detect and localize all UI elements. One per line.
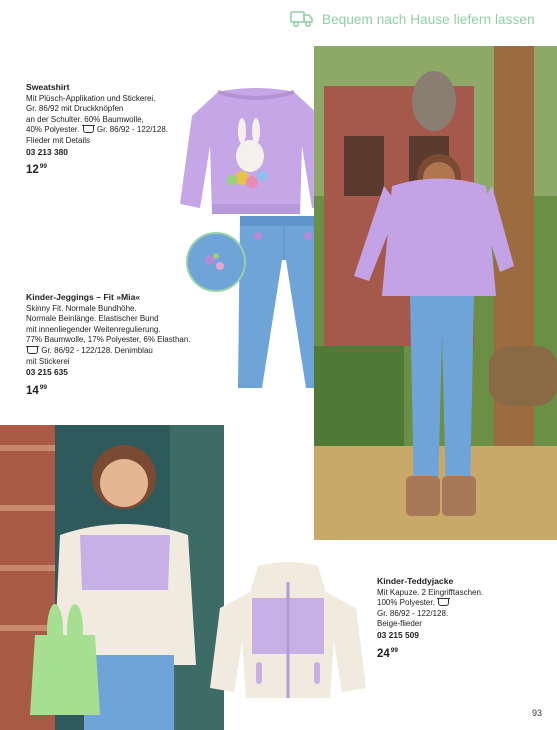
product-desc-line: Mit Kapuze. 2 Eingrifftaschen. [377, 587, 484, 597]
price [377, 646, 547, 660]
product-desc-line: Gr. 86/92 mit Druckknöpfen [26, 104, 124, 114]
truck-icon [290, 10, 314, 28]
price-main: 24 [377, 647, 390, 660]
sweatshirt-image [178, 86, 334, 218]
care-text: 40% Polyester. [26, 125, 80, 135]
wash-icon [83, 126, 94, 133]
product-desc-line: mit innenliegender Weitenregulierung. [26, 324, 161, 334]
price-cents: 99 [390, 646, 399, 654]
product-care-line [26, 125, 186, 136]
product-color: mit Stickerei [26, 356, 70, 366]
product-desc-line: 77% Baumwolle, 17% Polyester, 6% Elasthan. [26, 335, 191, 345]
delivery-text: Bequem nach Hause liefern lassen [322, 11, 535, 27]
size-text: Gr. 86/92 - 122/128. [96, 125, 169, 135]
model-photo-sweatshirt [314, 46, 557, 540]
product-care-line [26, 346, 206, 357]
product-desc-line: Skinny Fit. Normale Bundhöhe. [26, 303, 137, 313]
product-color: Beige-flieder [377, 619, 422, 629]
product-desc-line: Mit Plüsch-Applikation und Stickerei. [26, 93, 156, 103]
jeggings-detail-image [186, 232, 246, 292]
product-desc-line: an der Schulter. 60% Baumwolle, [26, 114, 144, 124]
care-text: 100% Polyester. [377, 598, 435, 608]
product-jeggings [26, 292, 206, 396]
price-cents: 99 [39, 163, 48, 171]
price-cents: 99 [39, 383, 48, 391]
product-size: Gr. 86/92 - 122/128. [377, 608, 449, 618]
product-desc-line: Normale Beinlänge. Elastischer Bund [26, 314, 159, 324]
product-color: Flieder mit Details [26, 135, 91, 145]
wash-icon [438, 599, 449, 606]
article-number: 03 213 380 [26, 146, 68, 157]
article-number: 03 215 509 [377, 629, 419, 640]
price [26, 162, 186, 176]
product-sweatshirt [26, 82, 186, 176]
product-title: Kinder-Jeggings – Fit »Mia« [26, 292, 141, 302]
delivery-banner [290, 10, 535, 28]
page-number: 93 [531, 708, 542, 718]
product-care-line [377, 598, 547, 609]
wash-icon [27, 347, 38, 354]
teddyjacke-image [208, 562, 368, 702]
model-photo-teddyjacke [0, 425, 224, 730]
product-title: Sweatshirt [26, 82, 70, 92]
price [26, 383, 206, 397]
product-teddyjacke [377, 576, 547, 659]
article-number: 03 215 635 [26, 367, 68, 378]
price-main: 14 [26, 384, 39, 397]
product-title: Kinder-Teddyjacke [377, 576, 454, 586]
price-main: 12 [26, 164, 39, 177]
size-text: Gr. 86/92 - 122/128. Denimblau [41, 345, 153, 355]
